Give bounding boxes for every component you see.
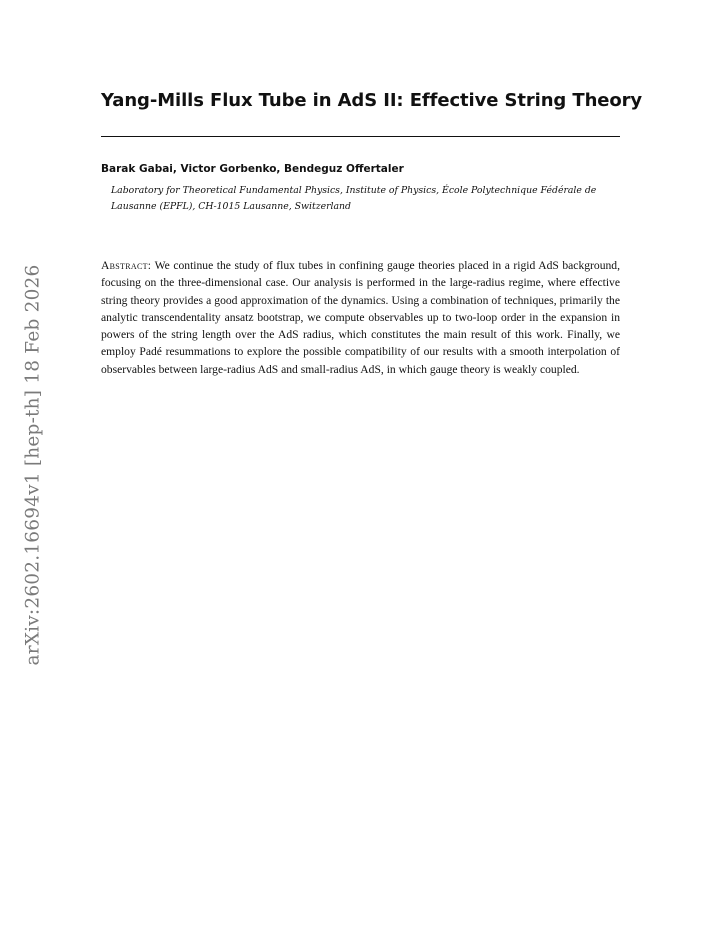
abstract-label: Abstract: [101, 259, 152, 272]
paper-title: Yang-Mills Flux Tube in AdS II: Effective String Theory [101, 90, 643, 111]
author-list: Barak Gabai, Victor Gorbenko, Bendeguz Offertaler [101, 163, 404, 175]
abstract [101, 257, 620, 378]
abstract-text: We continue the study of flux tubes in confining gauge theories placed in a rigid AdS background, focusing on the three-dimensional case. Our analysis is performed in the large-radius regime, where effective string theory provides a good approximation of the dynamics. Using a combination of techniques, primarily the analytic transcendentality ansatz bootstrap, we compute observables up to two-loop order in the expansion in powers of the string length over the AdS radius, which constitutes the main result of this work. Finally, we employ Padé resummations to explore the possible compatibility of our results with a smooth interpolation of observables between large-radius AdS and small-radius AdS, in which gauge theory is weakly coupled. [101, 259, 620, 376]
author-affiliation: Laboratory for Theoretical Fundamental Physics, Institute of Physics, École Polytechnique Fédérale de Lausanne (EPFL), CH-1015 Lausanne, Switzerland [111, 185, 597, 212]
title-divider [101, 136, 620, 137]
arxiv-identifier-stamp[interactable]: arXiv:2602.16694v1 [hep-th] 18 Feb 2026 [22, 264, 44, 666]
